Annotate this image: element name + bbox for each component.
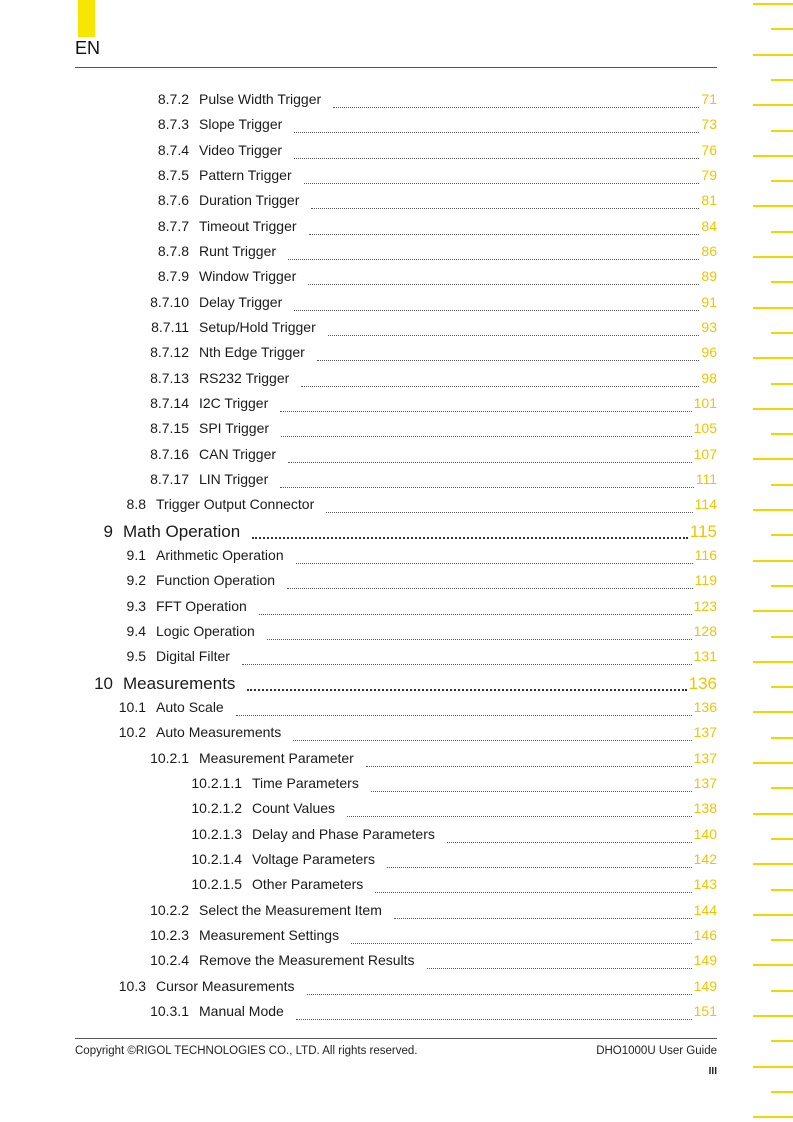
ruler-tick xyxy=(753,458,793,460)
toc-entry-title: Math Operation xyxy=(123,521,241,541)
toc-entry-page: 136 xyxy=(693,698,717,715)
toc-entry-title: LIN Trigger xyxy=(199,470,269,487)
toc-entry[interactable] xyxy=(129,471,717,493)
ruler-tick xyxy=(771,1040,793,1042)
toc-dot-leader xyxy=(280,486,693,488)
toc-entry-page: 114 xyxy=(694,496,717,513)
toc-entry[interactable] xyxy=(172,851,717,873)
ruler-tick xyxy=(753,813,793,815)
toc-entry[interactable] xyxy=(96,598,717,620)
toc-entry-number: 9.3 xyxy=(126,597,146,614)
toc-dot-leader xyxy=(347,815,692,817)
ruler-tick xyxy=(753,509,793,511)
toc-entry-page: 131 xyxy=(693,648,717,665)
toc-dot-leader xyxy=(308,283,699,285)
toc-dot-leader xyxy=(311,207,699,209)
toc-entry-page: 93 xyxy=(701,318,717,335)
toc-entry-page: 86 xyxy=(701,242,717,259)
ruler-tick xyxy=(753,914,793,916)
toc-entry-page: 91 xyxy=(701,293,717,310)
toc-dot-leader xyxy=(328,334,700,336)
toc-entry-number: 10.2.1.1 xyxy=(191,774,242,791)
toc-entry-page: 101 xyxy=(693,394,717,411)
toc-entry-title: Setup/Hold Trigger xyxy=(199,318,316,335)
toc-entry-title: I2C Trigger xyxy=(199,394,269,411)
toc-dot-leader xyxy=(294,309,699,311)
toc-entry-number: 10.2.1 xyxy=(150,749,189,766)
toc-entry-page: 143 xyxy=(693,876,717,893)
toc-entry-page: 149 xyxy=(693,977,717,994)
toc-entry[interactable] xyxy=(129,243,717,265)
toc-entry-page: 84 xyxy=(701,217,717,234)
toc-entry-number: 8.7.7 xyxy=(157,217,189,234)
toc-entry-page: 137 xyxy=(693,774,717,791)
toc-entry-number: 9 xyxy=(103,521,113,541)
toc-entry-title: FFT Operation xyxy=(156,597,247,614)
toc-entry[interactable] xyxy=(73,522,717,544)
ruler-tick xyxy=(753,307,793,309)
ruler-tick xyxy=(771,889,793,891)
toc-entry-page: 98 xyxy=(701,369,717,386)
toc-entry-title: Manual Mode xyxy=(199,1002,284,1019)
toc-entry[interactable] xyxy=(96,978,717,1000)
toc-dot-leader xyxy=(293,739,691,741)
toc-entry-number: 8.8 xyxy=(126,496,146,513)
toc-dot-leader xyxy=(242,663,692,665)
toc-entry[interactable] xyxy=(129,395,717,417)
toc-entry-number: 8.7.6 xyxy=(157,192,189,209)
toc-entry-number: 10.2.1.5 xyxy=(191,876,242,893)
toc-entry-number: 8.7.14 xyxy=(150,394,189,411)
toc-entry-title: Arithmetic Operation xyxy=(156,546,284,563)
toc-entry[interactable] xyxy=(96,724,717,746)
toc-entry-title: Pattern Trigger xyxy=(199,166,292,183)
toc-entry[interactable] xyxy=(129,294,717,316)
toc-entry-title: Select the Measurement Item xyxy=(199,901,382,918)
ruler-tick xyxy=(753,1066,793,1068)
toc-entry[interactable] xyxy=(129,142,717,164)
toc-dot-leader xyxy=(267,638,692,640)
toc-entry[interactable] xyxy=(129,420,717,442)
header-divider xyxy=(75,67,717,68)
toc-entry-number: 8.7.15 xyxy=(150,420,189,437)
ruler-tick xyxy=(753,964,793,966)
toc-dot-leader xyxy=(296,1018,692,1020)
toc-entry-number: 8.7.2 xyxy=(157,91,189,107)
toc-dot-leader xyxy=(247,688,686,691)
toc-entry-page: 151 xyxy=(693,1002,717,1019)
toc-entry-number: 10.2.2 xyxy=(150,901,189,918)
toc-entry-page: 136 xyxy=(688,673,717,693)
toc-entry-number: 9.1 xyxy=(126,546,146,563)
ruler-tick xyxy=(753,863,793,865)
ruler-tick xyxy=(771,383,793,385)
toc-entry-title: RS232 Trigger xyxy=(199,369,290,386)
toc-entry[interactable] xyxy=(129,446,717,468)
toc-entry[interactable] xyxy=(129,750,717,772)
ruler-tick xyxy=(771,130,793,132)
toc-entry-title: Cursor Measurements xyxy=(156,977,295,994)
toc-entry-title: Runt Trigger xyxy=(199,242,277,259)
toc-entry-page: 123 xyxy=(693,597,717,614)
toc-entry-number: 9.4 xyxy=(126,622,146,639)
toc-entry-page: 79 xyxy=(701,166,717,183)
toc-entry[interactable] xyxy=(172,775,717,797)
toc-entry-page: 89 xyxy=(701,268,717,285)
toc-entry-number: 8.7.8 xyxy=(157,242,189,259)
toc-entry-title: Video Trigger xyxy=(199,141,283,158)
toc-entry-page: 96 xyxy=(701,344,717,361)
toc-entry[interactable] xyxy=(129,167,717,189)
toc-entry[interactable] xyxy=(96,648,717,670)
ruler-tick xyxy=(753,104,793,106)
ruler-tick xyxy=(753,1015,793,1017)
toc-dot-leader xyxy=(294,131,699,133)
toc-entry-title: Duration Trigger xyxy=(199,192,300,209)
toc-entry[interactable] xyxy=(96,496,717,518)
toc-entry[interactable] xyxy=(129,319,717,341)
toc-dot-leader xyxy=(309,233,700,235)
toc-entry[interactable] xyxy=(96,623,717,645)
ruler-tick xyxy=(771,281,793,283)
toc-entry-title: Delay and Phase Parameters xyxy=(252,825,435,842)
toc-entry-number: 9.2 xyxy=(126,572,146,589)
toc-entry-page: 71 xyxy=(701,91,717,107)
toc-entry-number: 10.2.1.2 xyxy=(191,800,242,817)
toc-entry-title: Count Values xyxy=(252,800,336,817)
toc-dot-leader xyxy=(394,917,692,919)
toc-entry[interactable] xyxy=(129,116,717,138)
toc-entry-number: 10.2.3 xyxy=(150,926,189,943)
ruler-tick xyxy=(753,205,793,207)
toc-entry-number: 8.7.9 xyxy=(157,268,189,285)
chapter-tab-marker xyxy=(78,0,95,37)
toc-entry-number: 8.7.11 xyxy=(151,318,189,335)
toc-entry-title: Remove the Measurement Results xyxy=(199,952,415,969)
toc-entry-number: 10.2.1.4 xyxy=(191,850,242,867)
toc-entry[interactable] xyxy=(129,927,717,949)
toc-dot-leader xyxy=(447,841,692,843)
toc-dot-leader xyxy=(259,613,692,615)
toc-entry-number: 10.2 xyxy=(118,724,146,741)
toc-dot-leader xyxy=(252,536,688,539)
toc-entry[interactable] xyxy=(129,952,717,974)
toc-entry[interactable] xyxy=(96,547,717,569)
toc-entry[interactable] xyxy=(129,268,717,290)
toc-entry-number: 10.3 xyxy=(118,977,146,994)
toc-entry-number: 10.2.1.3 xyxy=(191,825,242,842)
page-number: III xyxy=(708,1066,717,1077)
toc-entry-title: Voltage Parameters xyxy=(252,850,375,867)
ruler-tick xyxy=(771,737,793,739)
ruler-tick xyxy=(753,711,793,713)
toc-entry-title: Function Operation xyxy=(156,572,276,589)
toc-entry-page: 111 xyxy=(695,470,717,487)
toc-entry-page: 140 xyxy=(693,825,717,842)
toc-entry[interactable] xyxy=(129,902,717,924)
toc-entry-number: 8.7.12 xyxy=(150,344,189,361)
language-label: EN xyxy=(75,38,101,58)
toc-entry-page: 137 xyxy=(693,749,717,766)
toc-dot-leader xyxy=(288,258,699,260)
ruler-tick xyxy=(753,3,793,5)
toc-entry-page: 149 xyxy=(693,952,717,969)
toc-dot-leader xyxy=(375,891,691,893)
ruler-tick xyxy=(771,332,793,334)
ruler-tick xyxy=(771,939,793,941)
toc-entry-title: Window Trigger xyxy=(199,268,297,285)
toc-entry[interactable] xyxy=(172,826,717,848)
ruler-tick xyxy=(771,79,793,81)
toc-entry-title: Delay Trigger xyxy=(199,293,283,310)
toc-entry-page: 144 xyxy=(693,901,717,918)
toc-dot-leader xyxy=(280,410,691,412)
toc-entry[interactable] xyxy=(172,800,717,822)
ruler-tick xyxy=(771,534,793,536)
toc-entry-number: 10.1 xyxy=(118,698,146,715)
toc-entry-title: SPI Trigger xyxy=(199,420,270,437)
ruler-tick xyxy=(753,560,793,562)
toc-entry-title: Auto Scale xyxy=(156,698,224,715)
toc-dot-leader xyxy=(371,790,692,792)
toc-dot-leader xyxy=(427,967,692,969)
toc-dot-leader xyxy=(281,435,692,437)
ruler-tick xyxy=(753,610,793,612)
toc-dot-leader xyxy=(294,157,699,159)
toc-entry-title: Pulse Width Trigger xyxy=(199,91,322,107)
toc-entry-page: 81 xyxy=(701,192,717,209)
copyright-text: Copyright ©RIGOL TECHNOLOGIES CO., LTD. All rights reserved. xyxy=(75,1045,418,1057)
toc-entry-number: 8.7.13 xyxy=(150,369,189,386)
toc-dot-leader xyxy=(387,866,692,868)
ruler-tick xyxy=(771,231,793,233)
toc-entry[interactable] xyxy=(129,1003,717,1025)
toc-dot-leader xyxy=(287,587,693,589)
toc-entry-page: 146 xyxy=(693,926,717,943)
toc-entry-page: 119 xyxy=(694,572,717,589)
toc-entry[interactable] xyxy=(129,192,717,214)
document-title: DHO1000U User Guide xyxy=(596,1045,717,1057)
toc-entry-number: 8.7.5 xyxy=(157,166,189,183)
ruler-tick xyxy=(771,990,793,992)
toc-entry-title: Measurement Parameter xyxy=(199,749,354,766)
toc-entry-title: Nth Edge Trigger xyxy=(199,344,305,361)
toc-entry-number: 9.5 xyxy=(126,648,146,665)
toc-entry-title: Trigger Output Connector xyxy=(156,496,315,513)
toc-entry-number: 8.7.17 xyxy=(150,470,189,487)
toc-entry[interactable] xyxy=(172,876,717,898)
toc-entry[interactable] xyxy=(129,91,717,113)
ruler-tick xyxy=(771,585,793,587)
toc-entry[interactable] xyxy=(129,370,717,392)
toc-entry-number: 10.3.1 xyxy=(150,1002,189,1019)
toc-entry-title: Timeout Trigger xyxy=(199,217,297,234)
toc-entry-page: 73 xyxy=(701,116,717,133)
toc-entry-title: Digital Filter xyxy=(156,648,230,665)
toc-dot-leader xyxy=(326,511,692,513)
toc-entry-title: Measurement Settings xyxy=(199,926,340,943)
toc-entry-page: 107 xyxy=(693,445,717,462)
ruler-tick xyxy=(753,661,793,663)
toc-dot-leader xyxy=(307,993,692,995)
ruler-tick xyxy=(771,484,793,486)
toc-entry-title: Time Parameters xyxy=(252,774,359,791)
toc-entry-title: Measurements xyxy=(123,673,236,693)
footer-divider xyxy=(75,1038,717,1039)
toc-entry-page: 105 xyxy=(693,420,717,437)
toc-entry-page: 115 xyxy=(689,521,717,541)
ruler-tick xyxy=(771,636,793,638)
toc-entry-title: Logic Operation xyxy=(156,622,255,639)
ruler-tick xyxy=(753,155,793,157)
toc-entry-title: Slope Trigger xyxy=(199,116,283,133)
ruler-tick xyxy=(753,1116,793,1118)
toc-entry-page: 142 xyxy=(693,850,717,867)
toc-entry-page: 128 xyxy=(693,622,717,639)
ruler-tick xyxy=(771,787,793,789)
ruler-tick xyxy=(771,686,793,688)
ruler-tick xyxy=(771,838,793,840)
toc-entry-title: Other Parameters xyxy=(252,876,364,893)
ruler-tick xyxy=(753,54,793,56)
toc-entry[interactable] xyxy=(73,674,717,696)
toc-dot-leader xyxy=(236,714,692,716)
toc-entry-page: 76 xyxy=(701,141,717,158)
ruler-tick xyxy=(771,28,793,30)
toc-entry[interactable] xyxy=(96,572,717,594)
ruler-tick xyxy=(771,180,793,182)
toc-dot-leader xyxy=(304,182,700,184)
ruler-tick xyxy=(771,433,793,435)
ruler-tick xyxy=(753,762,793,764)
toc-dot-leader xyxy=(296,562,693,564)
toc-dot-leader xyxy=(301,385,699,387)
toc-entry-page: 138 xyxy=(693,800,717,817)
toc-dot-leader xyxy=(366,765,692,767)
toc-dot-leader xyxy=(288,461,692,463)
ruler-tick xyxy=(753,357,793,359)
toc-dot-leader xyxy=(333,106,699,108)
toc-entry-number: 8.7.4 xyxy=(157,141,189,158)
toc-entry[interactable] xyxy=(129,218,717,240)
toc-entry-number: 8.7.10 xyxy=(150,293,189,310)
toc-entry[interactable] xyxy=(129,344,717,366)
toc-entry-number: 10 xyxy=(94,673,113,693)
toc-entry-number: 8.7.16 xyxy=(150,445,189,462)
toc-entry-number: 10.2.4 xyxy=(150,952,189,969)
toc-dot-leader xyxy=(351,942,692,944)
toc-entry-title: CAN Trigger xyxy=(199,445,277,462)
toc-entry-title: Auto Measurements xyxy=(156,724,282,741)
edge-ruler-decoration xyxy=(747,0,793,1122)
toc-entry-page: 137 xyxy=(693,724,717,741)
toc-entry-page: 116 xyxy=(694,546,717,563)
ruler-tick xyxy=(753,256,793,258)
toc-dot-leader xyxy=(317,359,700,361)
toc-entry[interactable] xyxy=(96,699,717,721)
ruler-tick xyxy=(771,1091,793,1093)
ruler-tick xyxy=(753,408,793,410)
toc-entry-number: 8.7.3 xyxy=(157,116,189,133)
